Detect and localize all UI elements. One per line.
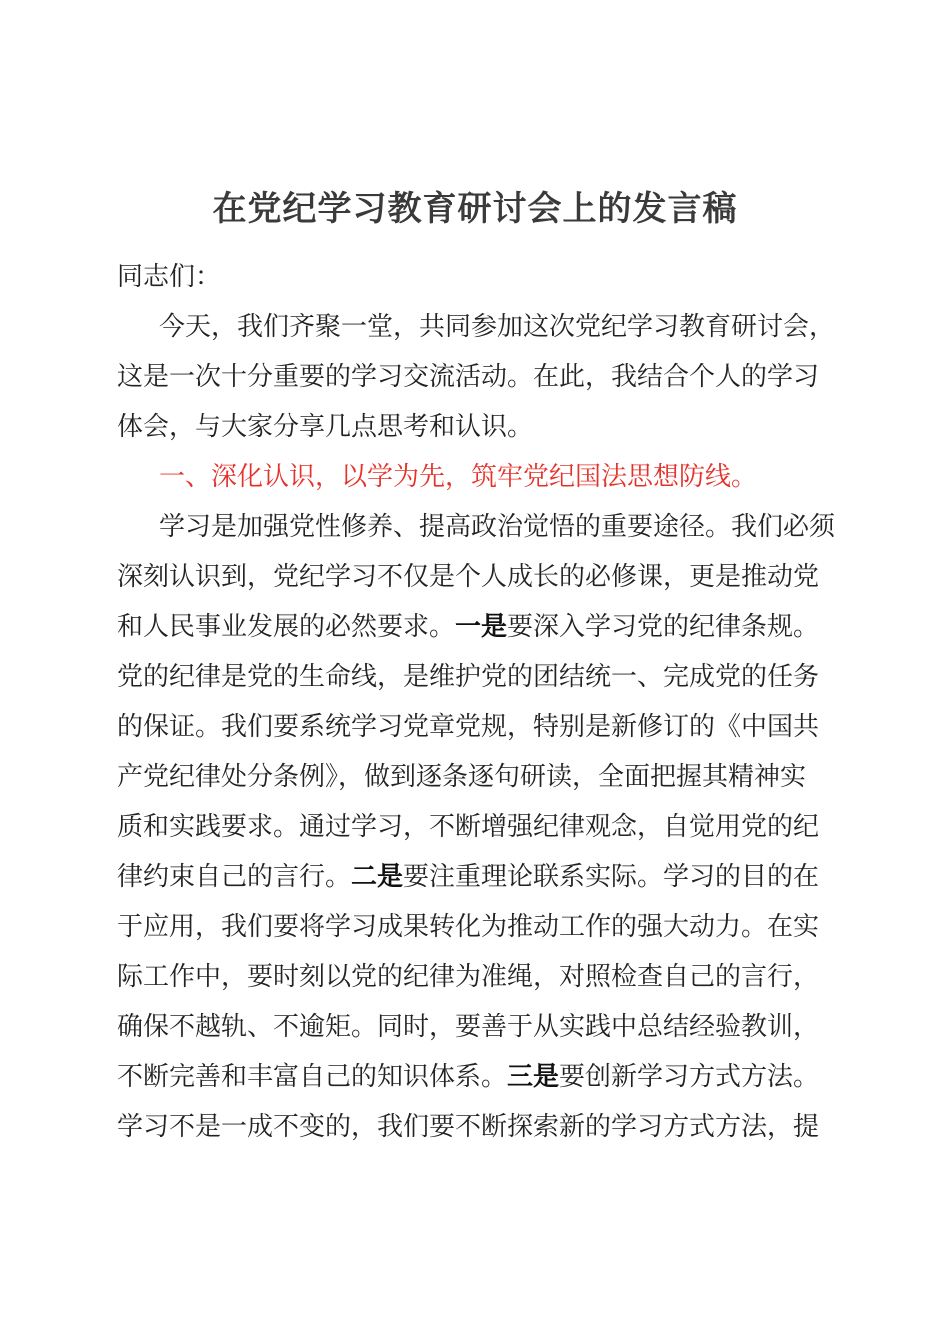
paragraph-line (117, 1102, 833, 1152)
text-segment: 学习是加强党性修养、提高政治觉悟的重要途径。我们必须 (159, 512, 836, 542)
text-segment: 深刻认识到，党纪学习不仅是个人成长的必修课，更是推动党 (117, 562, 820, 592)
paragraph-line (117, 402, 833, 452)
section-heading: 一、深化认识，以学为先，筑牢党纪国法思想防线。 (159, 462, 758, 492)
text-segment: 要注重理论联系实际。学习的目的在 (403, 862, 820, 892)
paragraph-line (117, 1052, 833, 1102)
text-segment: 产党纪律处分条例》，做到逐条逐句研读，全面把握其精神实 (117, 762, 807, 792)
paragraph-line (117, 602, 833, 652)
paragraph-line (117, 502, 836, 552)
text-segment: 际工作中，要时刻以党的纪律为准绳，对照检查自己的言行， (117, 962, 820, 992)
paragraph-line (117, 1002, 833, 1052)
text-segment: 今天，我们齐聚一堂，共同参加这次党纪学习教育研讨会， (159, 312, 836, 342)
bold-marker: 三是 (507, 1062, 560, 1092)
salutation: 同志们： (117, 262, 222, 292)
paragraph-line (117, 552, 833, 602)
document-title: 在党纪学习教育研讨会上的发言稿 (212, 189, 738, 229)
bold-marker: 二是 (351, 862, 404, 892)
paragraph-line (117, 852, 833, 902)
paragraph-line (117, 802, 833, 852)
salutation-line (117, 252, 833, 302)
text-segment: 和人民事业发展的必然要求。 (117, 612, 456, 642)
text-segment: 于应用，我们要将学习成果转化为推动工作的强大动力。在实 (117, 912, 820, 942)
text-segment: 党的纪律是党的生命线，是维护党的团结统一、完成党的任务 (117, 662, 820, 692)
text-segment: 不断完善和丰富自己的知识体系。 (117, 1062, 508, 1092)
paragraph-line (117, 702, 833, 752)
paragraph-line (117, 302, 836, 352)
text-segment: 律约束自己的言行。 (117, 862, 352, 892)
text-segment: 的保证。我们要系统学习党章党规，特别是新修订的《中国共 (117, 712, 820, 742)
text-segment: 这是一次十分重要的学习交流活动。在此，我结合个人的学习 (117, 362, 820, 392)
text-segment: 质和实践要求。通过学习，不断增强纪律观念，自觉用党的纪 (117, 812, 820, 842)
text-segment: 体会，与大家分享几点思考和认识。 (117, 412, 534, 442)
bold-marker: 一是 (455, 612, 508, 642)
section-heading-line (117, 452, 833, 502)
paragraph-line (117, 902, 833, 952)
paragraph-line (117, 752, 833, 802)
text-segment: 确保不越轨、不逾矩。同时，要善于从实践中总结经验教训， (117, 1012, 820, 1042)
paragraph-line (117, 652, 833, 702)
text-segment: 要创新学习方式方法。 (559, 1062, 820, 1092)
paragraph-line (117, 952, 833, 1002)
text-segment: 要深入学习党的纪律条规。 (507, 612, 820, 642)
text-segment: 学习不是一成不变的，我们要不断探索新的学习方式方法，提 (117, 1112, 820, 1142)
document-body (117, 252, 836, 1152)
paragraph-line (117, 352, 833, 402)
